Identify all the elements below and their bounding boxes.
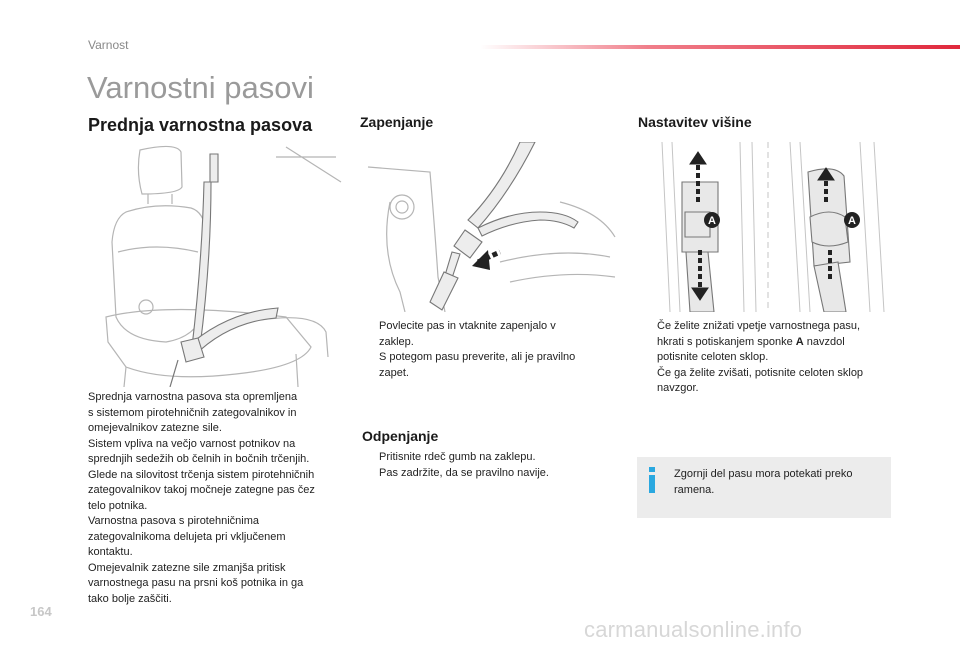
text-line (657, 335, 900, 351)
page-number: 164 (30, 604, 52, 619)
text-line: ramena. (674, 484, 715, 496)
text-line: Pritisnite rdeč gumb na zaklepu. (379, 451, 536, 463)
text-line: sprednjih sedežih ob čelnih in bočnih trčenjih. (88, 453, 310, 465)
text-line: varnostnega pasu na prsni koš potnika in ga (88, 577, 304, 589)
text-line: zapet. (379, 366, 409, 379)
text-line: S potegom pasu preverite, ali je pravilno (379, 351, 576, 363)
info-box (637, 457, 891, 518)
text-line: Če ga želite zvišati, potisnite celoten sklop (657, 366, 864, 379)
text-line: Glede na silovitost trčenja sistem pirotehničnih (88, 468, 315, 481)
fastening-heading: Zapenjanje (360, 114, 434, 130)
releasing-list (362, 450, 612, 481)
text-line: zategovalnikoma delujeta pri vključenem (88, 530, 286, 543)
text-line: Pas zadržite, da se pravilno navije. (379, 466, 549, 479)
text-line: omejevalnikov zatezne sile. (88, 422, 222, 434)
text-span: hkrati s potiskanjem sponke (657, 335, 796, 348)
text-line: s sistemom pirotehničnih zategovalnikov in (88, 406, 297, 419)
text-line: navzgor. (657, 382, 699, 394)
info-text (674, 466, 879, 498)
seat-belt-illustration (86, 142, 344, 387)
text-line: Če želite znižati vpetje varnostnega pasu, (657, 320, 861, 332)
list-item (362, 319, 612, 350)
callout-a-left: A (708, 215, 716, 227)
text-line: potisnite celoten sklop. (657, 351, 769, 363)
height-adjust-heading: Nastavitev višine (638, 114, 752, 130)
buckle-illustration (360, 142, 618, 312)
text-line: tako bolje zaščiti. (88, 592, 172, 605)
text-line: zaklep. (379, 335, 414, 348)
fastening-list (362, 319, 612, 381)
list-item (362, 466, 612, 482)
watermark: carmanualsonline.info (584, 617, 803, 642)
text-line: kontaktu. (88, 546, 133, 558)
page-title: Varnostni pasovi (87, 70, 314, 105)
text-line: Zgornji del pasu mora potekati preko (674, 468, 853, 480)
height-adjust-list (640, 319, 900, 397)
list-item (640, 319, 900, 366)
releasing-heading: Odpenjanje (362, 428, 439, 444)
callout-a-right: A (848, 215, 856, 227)
key-label: A (795, 335, 804, 348)
section-label: Varnost (88, 38, 129, 52)
text-line: Omejevalnik zatezne sile zmanjša pritisk (88, 561, 286, 574)
text-line: telo potnika. (88, 499, 148, 512)
text-line: Varnostna pasova s pirotehničnima (88, 515, 260, 527)
text-line: Sprednja varnostna pasova sta opremljena (88, 391, 298, 403)
front-belts-text (88, 390, 343, 607)
list-item (640, 366, 900, 397)
header-accent-line (480, 45, 960, 49)
front-belts-heading: Prednja varnostna pasova (88, 115, 313, 135)
text-line: zategovalnikov takoj močneje zategne pas čez (88, 484, 315, 496)
text-line: Sistem vpliva na večjo varnost potnikov na (88, 437, 296, 450)
text-line: Povlecite pas in vtaknite zapenjalo v (379, 320, 556, 332)
height-adjust-illustration (660, 142, 892, 312)
text-span: navzdol (803, 335, 845, 348)
info-icon (646, 467, 658, 493)
list-item (362, 350, 612, 381)
list-item (362, 450, 612, 466)
